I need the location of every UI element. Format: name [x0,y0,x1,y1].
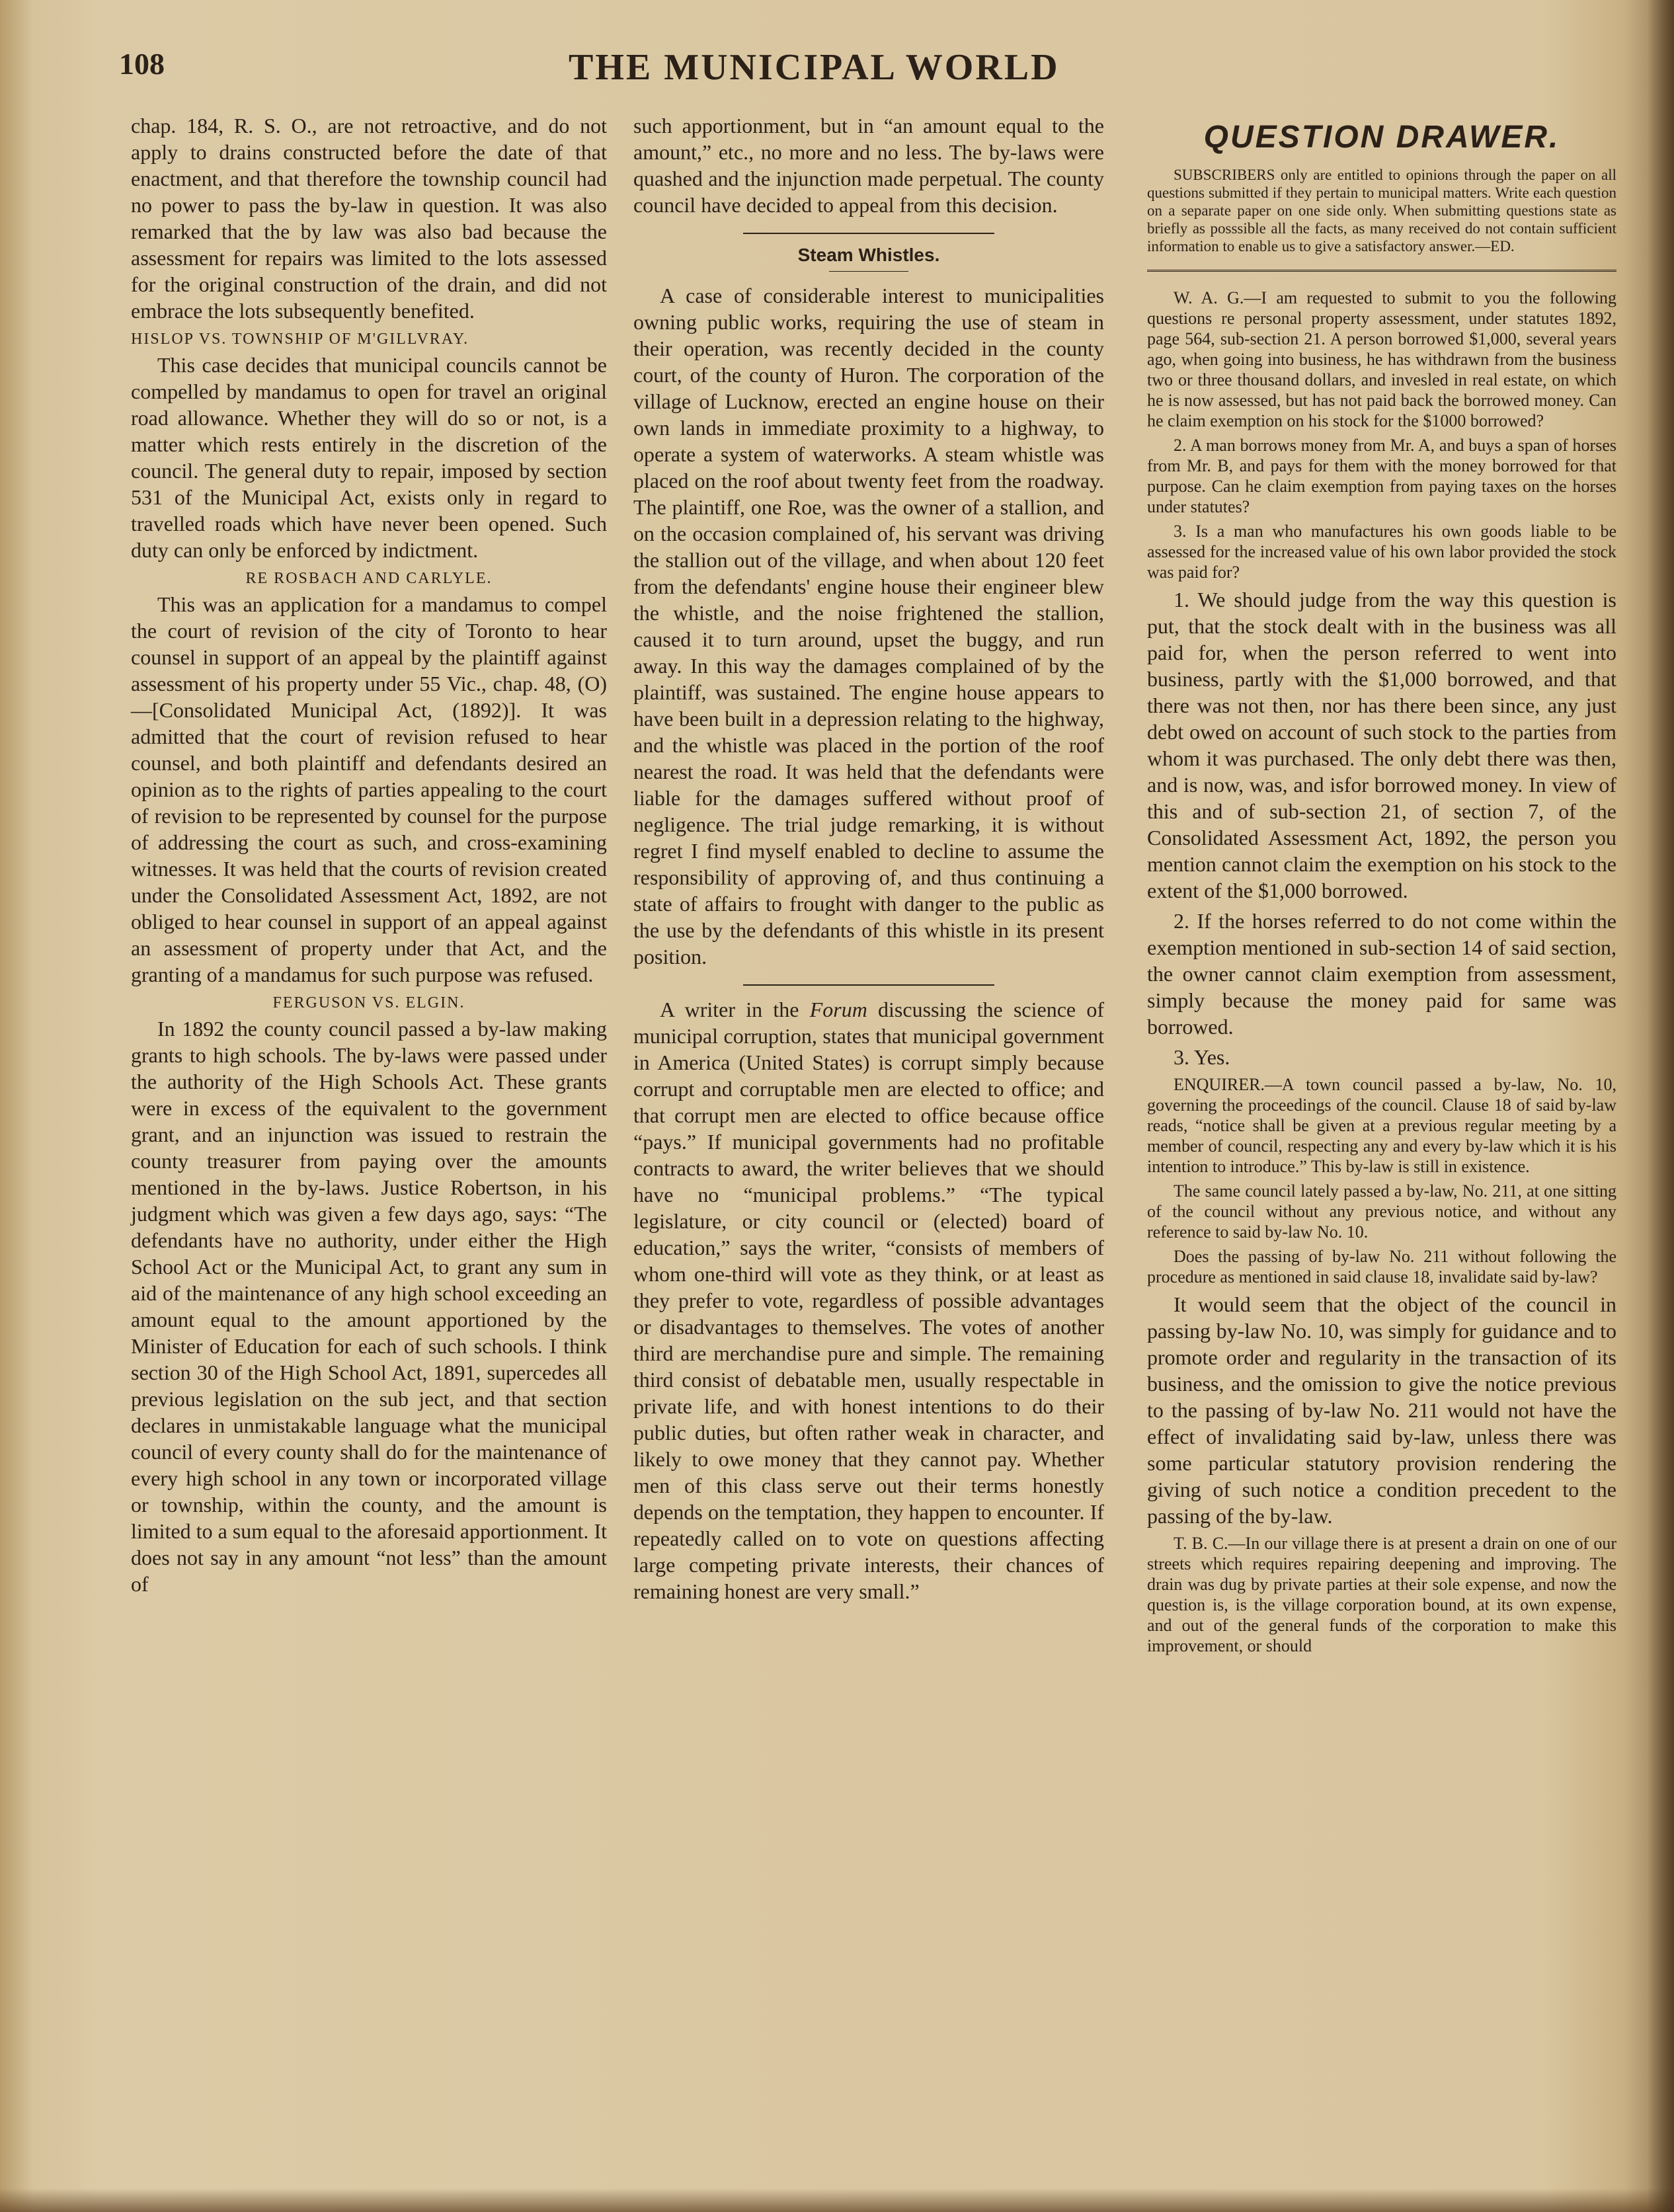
column-right [1147,112,1616,1656]
case-text-rosbach: This was an application for a mandamus to compel the court of revision of the city of Toronto to hear counsel in support of an appeal by the plaintiff against assessment of his property under 55 Vic., chap. 48, (O)—[Consolidated Municipal Act, (1892)]. It was admitted that the court of revision refused to hear counsel, and both plaintiff and defendants desired an opinion as to the rights of parties appealing to the court of revision to be represented by counsel for the purpose of addressing the court as such, and cross-examining witnesses. It was held that the courts of revision created under the Consolidated Assessment Act, 1892, are not obliged to hear counsel in support of an appeal against an assessment of property under that Act, and the granting of a mandamus for such purpose was refused. [131,592,607,986]
question-enquirer-1: ENQUIRER.—A town council passed a by-law, No. 10, governing the proceedings of the council. Clause 18 of said by-law reads, “notice shall be given at a previous regular meeting by a member of council, respecting any and every by-law which it is his intention to introduce.” This by-law is still in existence. [1147,1075,1616,1176]
continued-paragraph: such apportionment, but in “an amount equal to the amount,” etc., no more and no less. The by-laws were quashed and the injunction made perpetual. The county council have decided to appeal from this decision. [633,114,1104,217]
section-divider [743,233,994,234]
answer-wag-1: 1. We should judge from the way this question is put, that the stock dealt with in the business was all paid for, when the person referred to went into business, partly with the $1,000 borrowed, and that there was not then, nor has there been since, any just debt owed on account of such stock to the parties from whom it was purchased. The only debt there was then, and is now, was, and isfor borrowed money. In view of this and of sub-section 21, of section 7, of the Consolidated Assessment Act, 1892, the person you mention cannot claim the exemption on his stock to the extent of the $1,000 borrowed. [1147,588,1616,902]
notice-divider [1147,270,1616,272]
case-text-hislop: This case decides that municipal councils cannot be compelled by mandamus to open for travel an original road allowance. Whether they will do so or not, is a matter which rests entirely in the discretion of the council. The general duty to repair, imposed by section 531 of the Municipal Act, exists only in regard to travelled roads which have never been opened. Such duty can only be enforced by indictment. [131,353,607,562]
column-left [131,112,607,1597]
steam-whistles-article: A case of considerable interest to municipalities owning public works, requiring the use of steam in their operation, was recently decided in the county court, of the county of Huron. The corporation of the village of Lucknow, erected an engine house on their own lands in immediate proximity to a highway, to operate a system of waterworks. A steam whistle was placed on the roof about twenty feet from the roadway. The plaintiff, one Roe, was the owner of a stallion, and on the occasion complained of, his servant was driving the stallion out of the village, and when about 120 feet from the defendants' engine house their engineer blew the whistle, and the noise frightened the stallion, caused it to turn around, upset the buggy, and run away. In this way the damages complained of by the plaintiff, was sustained. The engine house appears to have been built in a depression relating to the highway, and the whistle was placed in the portion of the roof nearest the road. It was held that the defendants were liable for the damages suffered without proof of negligence. The trial judge remarking, it is without regret I find myself enabled to decline to assume the responsibility of approving of, and thus continuing a state of affairs to frought with danger to the public as the use by the defendants of this whistle in its present position. [633,284,1104,968]
section-divider [743,984,994,986]
question-wag-2: 2. A man borrows money from Mr. A, and buys a span of horses from Mr. B, and pays for them with the money borrowed for that purpose. Can he claim exemption from paying taxes on the horses under statutes? [1147,436,1616,516]
page-header [119,46,1521,93]
question-drawer-title: QUESTION DRAWER. [1203,120,1560,155]
case-heading-ferguson: FERGUSON VS. ELGIN. [272,994,465,1011]
question-tbc: T. B. C.—In our village there is at present a drain on one of our streets which requires repairing deepening and improving. The drain was dug by private parties at their sole expense, and now the question is, is the village corporation bound, at its own expense, and out of the general funds of the corporation to make this improvement, or should [1147,1534,1616,1655]
question-enquirer-3: Does the passing of by-law No. 211 without following the procedure as mentioned in said clause 18, invalidate said by-law? [1147,1247,1616,1286]
answer-wag-3: 3. Yes. [1174,1045,1230,1069]
case-heading-rosbach: RE ROSBACH AND CARLYLE. [245,570,493,587]
section-title-steam-whistles: Steam Whistles. [797,245,940,265]
binding-shadow [1648,0,1674,2212]
column-middle [633,112,1104,1604]
page-number: 108 [119,47,165,81]
question-enquirer-2: The same council lately passed a by-law, No. 211, at one sitting of the council without any previous notice, and without any reference to said by-law No. 10. [1147,1181,1616,1242]
continued-paragraph: chap. 184, R. S. O., are not retroactive, and do not apply to drains constructed before the date of that enactment, and that therefore the township council had no power to pass the by-law in question. It was also remarked that the by law was also bad because the assessment for repairs was limited to the lots assessed for the original construction of the drain, and did not embrace the lots subsequently benefited. [131,114,607,323]
case-text-ferguson: In 1892 the county council passed a by-law making grants to high schools. The by-laws were passed under the authority of the High Schools Act. These grants were in excess of the equivalent to the government grant, and an injunction was issued to restrain the county treasurer from paying over the amounts mentioned in the by-laws. Justice Robertson, in his judgment which was given a few days ago, says: “The defendants have no authority, under either the High School Act or the Municipal Act, to grant any sum in aid of the maintenance of any high school exceeding an amount equal to the amount apportioned by the Minister of Education for each of such schools. I think section 30 of the High School Act, 1891, supercedes all previous legislation on the sub ject, and that section declares in unmistakable language what the municipal council of every county shall do for the maintenance of every high school in any town or incorporated village or township, within the county, and the amount is limited to a sum equal to the aforesaid apportionment. It does not say in any amount “not less” than the amount of [131,1017,607,1596]
answer-enquirer: It would seem that the object of the council in passing by-law No. 10, was simply for guidance and to promote order and regularity in the transaction of its business, and the omission to give the notice previous to the passing of by-law No. 211 would not have the effect of invalidating said by-law, unless there was some particular statutory provision rendering the giving of such notice a condition precedent to the passing of the by-law. [1147,1292,1616,1528]
forum-text-start: A writer in the [660,998,810,1021]
publication-title: THE MUNICIPAL WORLD [569,47,1060,88]
question-wag-3: 3. Is a man who manufactures his own goods liable to be assessed for the increased value of his own labor provided the stock was paid for? [1147,522,1616,582]
forum-text-rest: discussing the science of municipal corruption, states that municipal government in America (United States) is corrupt simply because corrupt and corruptable men are elected to office; and that corrupt men are elected to office because office “pays.” If municipal governments had no profitable contracts to award, the writer believes that we should have no “municipal problems.” “The typical legislature, or city council or (elected) board of education,” says the writer, “consists of members of whom one-third will vote as they think, or at least as they prefer to vote, regardless of possible advantages or disadvantages to themselves. The votes of another third are merchandise pure and simple. The remaining third consist of debatable men, usually respectable in private life, and with honest intentions to do their public duties, but often rather weak in character, and likely to owe money that they cannot pay. Whether men of this class serve out their terms honestly depends on the temptation, they happen to encounter. If repeatedly called on to vote on questions affecting large competing private interests, their chances of remaining honest are very small.” [633,998,1104,1603]
bottom-edge-stain [0,2188,1674,2212]
answer-wag-2: 2. If the horses referred to do not come within the exemption mentioned in sub-section 14 of said section, the owner cannot claim exemption from assessment, simply because the money paid for same was borrowed. [1147,909,1616,1039]
forum-title: Forum [809,998,867,1021]
forum-article [633,996,1104,1604]
case-heading-hislop: HISLOP VS. TOWNSHIP OF M'GILLVRAY. [131,331,469,348]
question-wag-1: W. A. G.—I am requested to submit to you the following questions re personal property assessment, under statutes 1892, page 564, sub-section 21. A person borrowed $1,000, several years ago, when going into business, he has withdrawn from the business two or three thousand dollars, and invesled in real estate, on which he is now assessed, but has not paid back the borrowed money. Can he claim exemption on his stock for the $1000 borrowed? [1147,288,1616,430]
title-underline [829,271,908,272]
subscribers-notice: SUBSCRIBERS only are entitled to opinions through the paper on all questions submitted if they pertain to municipal matters. Write each question on a separate paper on one side only. When submitting questions state as briefly as posssible all the facts, as many received do not contain sufficient information to enable us to give a satisfactory answer.—ED. [1147,167,1616,255]
